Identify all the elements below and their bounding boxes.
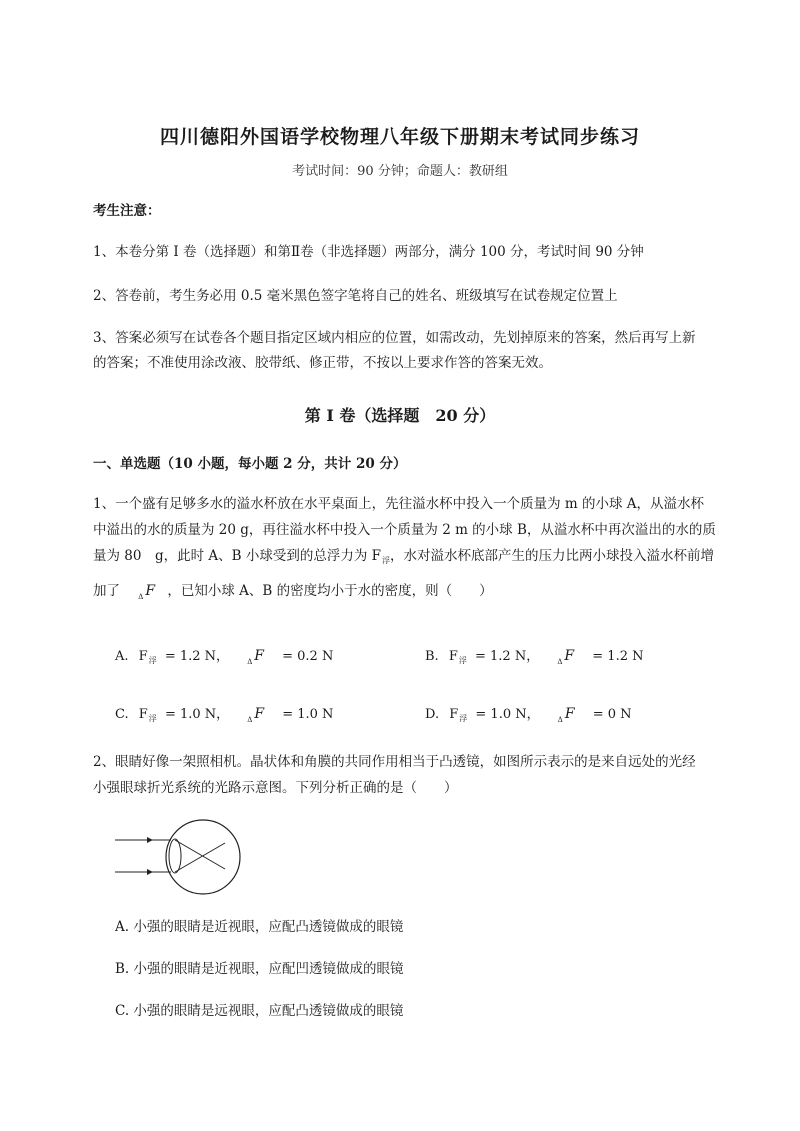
arrow-icon (147, 837, 153, 843)
q2-line-2: 小强眼球折光系统的光路示意图。下列分析正确的是（ ） (93, 780, 458, 796)
notice-item-1: 1、本卷分第 I 卷（选择题）和第Ⅱ卷（非选择题）两部分，满分 100 分，考试时间 90 分钟 (93, 244, 644, 260)
lens (169, 839, 181, 873)
delta-f-symbol: $_\Delta$ F (557, 706, 575, 724)
eyeball (166, 820, 240, 894)
arrow-icon (147, 869, 153, 875)
eye-diagram (113, 817, 241, 897)
q2-option-a[interactable]: A. 小强的眼睛是近视眼，应配凸透镜做成的眼镜 (115, 919, 404, 935)
delta-f-symbol: $_\Delta$ F (557, 648, 575, 666)
q1-line-4 (93, 584, 493, 599)
q2-line-1: 2、眼睛好像一架照相机。晶状体和角膜的共同作用相当于凸透镜，如图所示表示的是来自远处的光经 (93, 754, 696, 770)
q1-line-4-post: ，已知小球 A、B 的密度均小于水的密度，则（ ） (167, 583, 493, 599)
notice-item-3: 3、答案必须写在试卷各个题目指定区域内相应的位置，如需改动，先划掉原来的答案，然后再写上新 (93, 330, 696, 346)
q1-line-2: 中溢出的水的质量为 20 g，再往溢水杯中投入一个质量为 2 m 的小球 B，从溢水杯中再次溢出的水的质 (93, 522, 716, 538)
section-title: 第 I 卷（选择题 20 分） (304, 406, 496, 425)
q1-option-c[interactable]: C. $F_浮 = 1.0$ N， $_\Delta$ F = 1.0 N (115, 706, 334, 724)
notice-item-2: 2、答卷前，考生务必用 0.5 毫米黑色签字笔将自己的姓名、班级填写在试卷规定位置上 (93, 288, 618, 304)
q1-option-b[interactable]: B. $F_浮 = 1.2$ N， $_\Delta$ F = 1.2 N (425, 648, 644, 666)
notice-item-3-cont: 的答案；不准使用涂改液、胶带纸、修正带，不按以上要求作答的答案无效。 (93, 355, 552, 371)
delta-f-symbol: $_\Delta$ F (138, 583, 156, 601)
refracted-ray-top (175, 840, 225, 869)
q1-line-3-tail: ，水对溢水杯底部产生的压力比两小球投入溢水杯前增 (390, 548, 715, 564)
delta-f-symbol: $_\Delta$ F (247, 706, 265, 724)
q1-line-4-pre: 加了 (93, 583, 120, 599)
float-subscript: 浮 (382, 556, 391, 565)
page-title: 四川德阳外国语学校物理八年级下册期末考试同步练习 (159, 126, 640, 148)
q2-option-b[interactable]: B. 小强的眼睛是近视眼，应配凹透镜做成的眼镜 (115, 961, 404, 977)
q2-option-c[interactable]: C. 小强的眼睛是远视眼，应配凸透镜做成的眼镜 (115, 1003, 404, 1019)
q1-option-a[interactable]: A. $F_浮 = 1.2$ N， $_\Delta$ F = 0.2 N (115, 648, 334, 666)
part-heading: 一、单选题（10 小题，每小题 2 分，共计 20 分） (93, 456, 407, 472)
delta-f-symbol: $_\Delta$ F (247, 648, 264, 666)
refracted-ray-bottom (175, 843, 225, 872)
q1-line-3-text: 量为 80 g，此时 A、B 小球受到的总浮力为 F (93, 548, 382, 564)
q1-line-3 (93, 550, 714, 564)
notice-heading: 考生注意： (93, 203, 161, 219)
q1-option-d[interactable]: D. $F_浮 = 1.0$ N， $_\Delta$ F = 0 N (425, 706, 632, 724)
q1-line-1: 1、一个盛有足够多水的溢水杯放在水平桌面上，先往溢水杯中投入一个质量为 m 的小球 A，从溢水杯 (93, 496, 705, 512)
exam-meta: 考试时间：90 分钟；命题人：教研组 (292, 164, 508, 179)
